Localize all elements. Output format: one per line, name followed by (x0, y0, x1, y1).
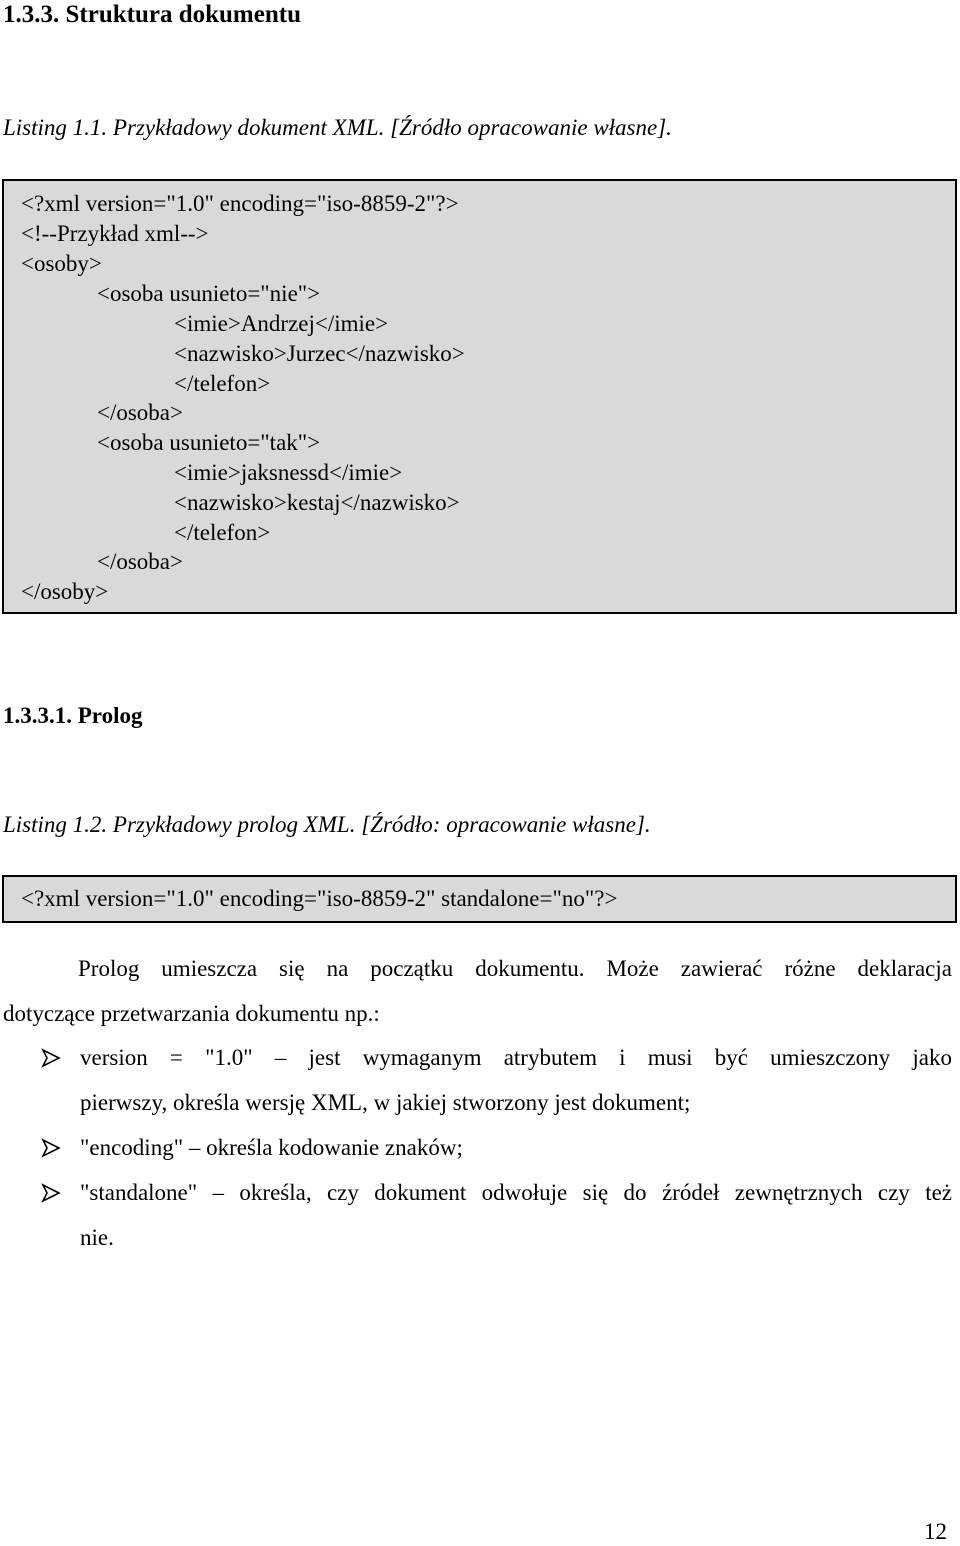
listing-1-code-box (2, 179, 957, 614)
code-line: <osoby> (21, 251, 102, 276)
listing-2-caption: Listing 1.2. Przykładowy prolog XML. [Źródło: opracowanie własne]. (3, 812, 651, 837)
bullet-item-version: version = "1.0" – jest wymaganym atrybutem i musi być umieszczony jako (80, 1045, 952, 1070)
bullet-item-encoding: "encoding" – określa kodowanie znaków; (80, 1135, 463, 1160)
bullet-item-version-cont: pierwszy, określa wersję XML, w jakiej stworzony jest dokument; (80, 1090, 691, 1115)
section-title: 1.3.3. Struktura dokumentu (3, 1, 301, 28)
code-line: <imie>jaksnessd</imie> (174, 460, 403, 485)
code-line: </osoba> (97, 549, 183, 574)
code-line: <osoba usunieto="nie"> (97, 281, 321, 306)
listing-1-caption: Listing 1.1. Przykładowy dokument XML. [Źródło opracowanie własne]. (3, 115, 672, 140)
code-line: <nazwisko>Jurzec</nazwisko> (174, 341, 465, 366)
code-line: </osoby> (21, 579, 109, 604)
arrowhead-bullet-icon (41, 1183, 61, 1203)
page-number: 12 (924, 1519, 947, 1544)
code-line: <osoba usunieto="tak"> (97, 430, 321, 455)
code-line: <imie>Andrzej</imie> (174, 311, 389, 336)
listing-2-code-box (2, 875, 957, 923)
paragraph-line: Prolog umieszcza się na początku dokumentu. Może zawierać różne deklaracja (78, 956, 952, 981)
code-line: </telefon> (174, 371, 271, 396)
bullet-item-standalone-cont: nie. (80, 1225, 114, 1250)
arrowhead-bullet-icon (41, 1048, 61, 1068)
paragraph-line: dotyczące przetwarzania dokumentu np.: (3, 1001, 380, 1026)
code-line: </osoba> (97, 400, 183, 425)
code-line: <?xml version="1.0" encoding="iso-8859-2" standalone="no"?> (21, 886, 618, 911)
code-line: <!--Przykład xml--> (21, 221, 209, 246)
subsection-title: 1.3.3.1. Prolog (3, 703, 143, 728)
code-line: <?xml version="1.0" encoding="iso-8859-2"?> (21, 191, 459, 216)
arrowhead-bullet-icon (41, 1138, 61, 1158)
code-line: <nazwisko>kestaj</nazwisko> (174, 490, 460, 515)
bullet-item-standalone: "standalone" – określa, czy dokument odwołuje się do źródeł zewnętrznych czy też (80, 1180, 952, 1205)
code-line: </telefon> (174, 520, 271, 545)
